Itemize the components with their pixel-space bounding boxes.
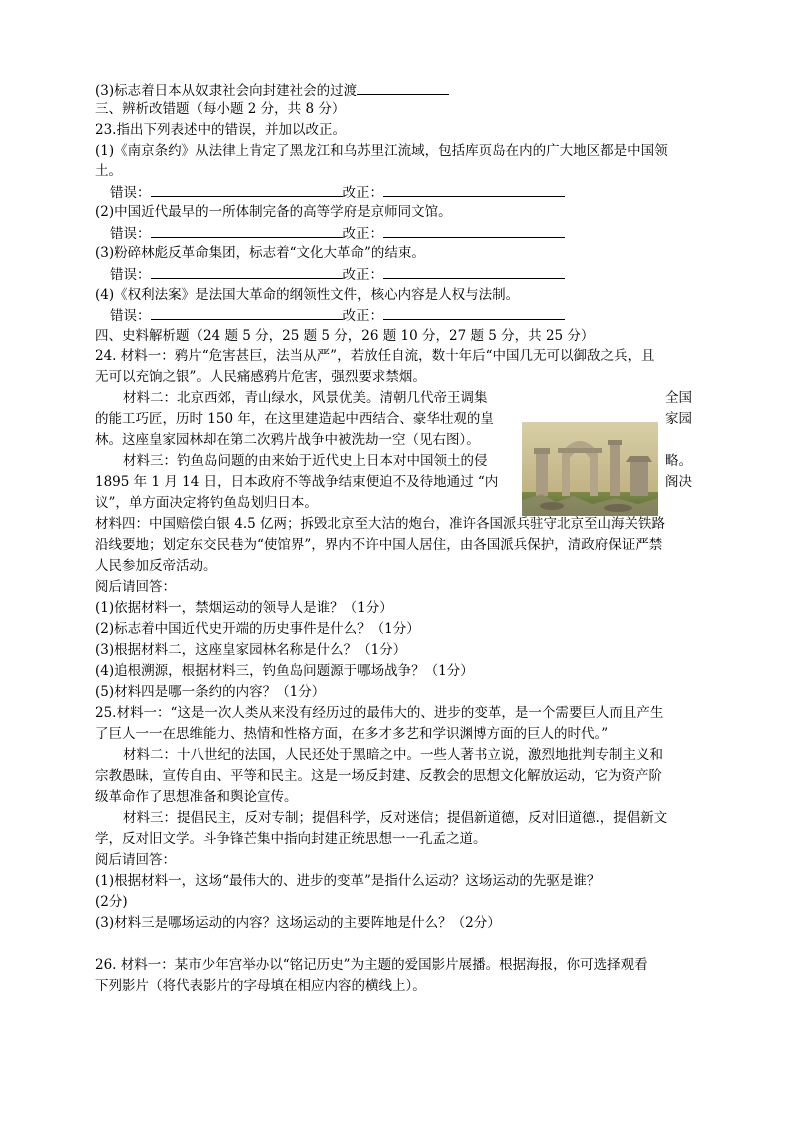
answer-row-3 — [110, 264, 565, 285]
q24-material-1: 24. 材料一：鸦片“危害甚巨，法当从严”，若放任自流，数十年后“中国几无可以御敌之兵，且 — [95, 348, 655, 364]
q25-material-1: 25.材料一：“这是一次人类从来没有经历过的最伟大的、进步的变革，是一个需要巨人而且产生 — [95, 705, 664, 721]
fix-label: 改正： — [342, 185, 383, 201]
answer-row-4 — [110, 305, 565, 326]
fix-label: 改正： — [342, 267, 383, 283]
ruins-illustration — [522, 422, 658, 516]
q24-material-3-tail: 略。 — [665, 453, 692, 469]
q24-material-2-tail: 全国 — [665, 390, 692, 406]
q24-sub-3: (3)根据材料二，这座皇家园林名称是什么？（1分） — [95, 642, 407, 658]
q26-material-1: 26. 材料一：某市少年宫举办以“铭记历史”为主题的爱国影片展播。根据海报，你可选择观看 — [95, 957, 648, 973]
statement-1-cont: 土。 — [95, 163, 122, 179]
fix-blank[interactable] — [383, 223, 565, 238]
q24-sub-1: (1)依据材料一，禁烟运动的领导人是谁？（1分） — [95, 600, 393, 616]
q24-material-3-end: 议”，单方面决定将钓鱼岛划归日本。 — [95, 495, 318, 511]
fix-blank[interactable] — [383, 264, 565, 279]
q24-material-3-cont-tail: 阁决 — [665, 474, 692, 490]
wrong-label: 错误： — [110, 308, 151, 324]
q24-material-2-end: 林。这座皇家园林却在第二次鸦片战争中被洗劫一空（见右图）。 — [95, 432, 480, 448]
q25-material-1-cont: 了巨人一一在思维能力、热情和性格方面，在多才多艺和学识渊博方面的巨人的时代。” — [95, 726, 609, 742]
answer-row-1 — [110, 182, 565, 203]
q24-material-3: 材料三：钓鱼岛问题的由来始于近代史上日本对中国领土的侵 — [123, 453, 488, 469]
q24-sub-4: (4)追根溯源，根据材料三，钓鱼岛问题源于哪场战争？（1分） — [95, 663, 474, 679]
answer-row-2 — [110, 223, 565, 244]
section-heading-4: 四、史料解析题（24 题 5 分，25 题 5 分，26 题 10 分，27 题 5 分，共 25 分） — [95, 328, 595, 344]
q24-material-2-cont-tail: 家园 — [665, 411, 692, 427]
q24-material-4-cont: 沿线要地；划定东交民巷为“使馆界”，界内不许中国人居住，由各国派兵保护，清政府保证严禁 — [95, 537, 663, 553]
q24-material-4-end: 人民参加反帝活动。 — [95, 558, 217, 574]
wrong-blank[interactable] — [151, 223, 343, 238]
q25-material-2: 材料二：十八世纪的法国，人民还处于黑暗之中。一些人著书立说，激烈地批判专制主义和 — [123, 747, 663, 763]
q25-sub-1-score: (2分) — [95, 894, 128, 910]
q25-sub-3: (3)材料三是哪场运动的内容？这场运动的主要阵地是什么？（2分） — [95, 915, 501, 931]
statement-3: (3)粉碎林彪反革命集团，标志着“文化大革命”的结束。 — [95, 245, 425, 261]
q24-material-2-cont: 的能工巧匠，历时 150 年，在这里建造起中西结合、豪华壮观的皇 — [95, 411, 494, 427]
answer-blank[interactable] — [357, 80, 449, 95]
question-23-stem: 23.指出下列表述中的错误，并加以改正。 — [95, 122, 346, 138]
fix-blank[interactable] — [383, 182, 565, 197]
wrong-label: 错误： — [110, 185, 151, 201]
q25-material-3: 材料三：提倡民主，反对专制；提倡科学，反对迷信；提倡新道德，反对旧道德.，提倡新文 — [123, 810, 668, 826]
q25-prompt: 阅后请回答： — [95, 852, 176, 868]
q24-sub-5: (5)材料四是哪一条约的内容？（1分） — [95, 684, 326, 700]
fix-blank[interactable] — [383, 305, 565, 320]
q25-sub-1: (1)根据材料一，这场“最伟大的、进步的变革”是指什么运动？这场运动的先驱是谁？ — [95, 873, 601, 889]
q24-material-3-cont: 1895 年 1 月 14 日，日本政府不等战争结束便迫不及待地通过 “内 — [95, 474, 499, 490]
garden-ruins-photo — [522, 422, 658, 516]
section-heading-3: 三、辨析改错题（每小题 2 分，共 8 分） — [95, 101, 346, 117]
q25-material-3-cont: 学，反对旧文学。斗争锋芒集中指向封建正统思想一一孔孟之道。 — [95, 831, 487, 847]
wrong-label: 错误： — [110, 226, 151, 242]
q24-material-4: 材料四：中国赔偿白银 4.5 亿两；拆毁北京至大沽的炮台，准许各国派兵驻守北京至山海关铁路 — [95, 516, 666, 532]
wrong-blank[interactable] — [151, 305, 343, 320]
q25-material-2-end: 级革命作了思想准备和舆论宣传。 — [95, 789, 298, 805]
q26-material-1-cont: 下列影片（将代表影片的字母填在相应内容的横线上）。 — [95, 978, 426, 994]
fix-label: 改正： — [342, 226, 383, 242]
q24-material-2: 材料二：北京西郊，青山绿水，风景优美。清朝几代帝王调集 — [123, 390, 488, 406]
question-text: (3)标志着日本从奴隶社会向封建社会的过渡 — [95, 83, 358, 99]
fix-label: 改正： — [342, 308, 383, 324]
question-line-item-3 — [95, 80, 449, 101]
statement-4: (4)《权利法案》是法国大革命的纲领性文件，核心内容是人权与法制。 — [95, 287, 520, 303]
q24-prompt: 阅后请回答： — [95, 579, 176, 595]
wrong-blank[interactable] — [151, 264, 343, 279]
wrong-label: 错误： — [110, 267, 151, 283]
statement-2: (2)中国近代最早的一所体制完备的高等学府是京师同文馆。 — [95, 204, 452, 220]
q25-material-2-cont: 宗教愚昧，宣传自由、平等和民主。这是一场反封建、反教会的思想文化解放运动，它为资产阶 — [95, 768, 662, 784]
q24-material-1-cont: 无可以充饷之银”。人民痛感鸦片危害，强烈要求禁烟。 — [95, 369, 426, 385]
wrong-blank[interactable] — [151, 182, 343, 197]
statement-1: (1)《南京条约》从法律上肯定了黑龙江和乌苏里江流域，包括库页岛在内的广大地区都是中国领 — [95, 143, 668, 159]
q24-sub-2: (2)标志着中国近代史开端的历史事件是什么？（1分） — [95, 621, 420, 637]
